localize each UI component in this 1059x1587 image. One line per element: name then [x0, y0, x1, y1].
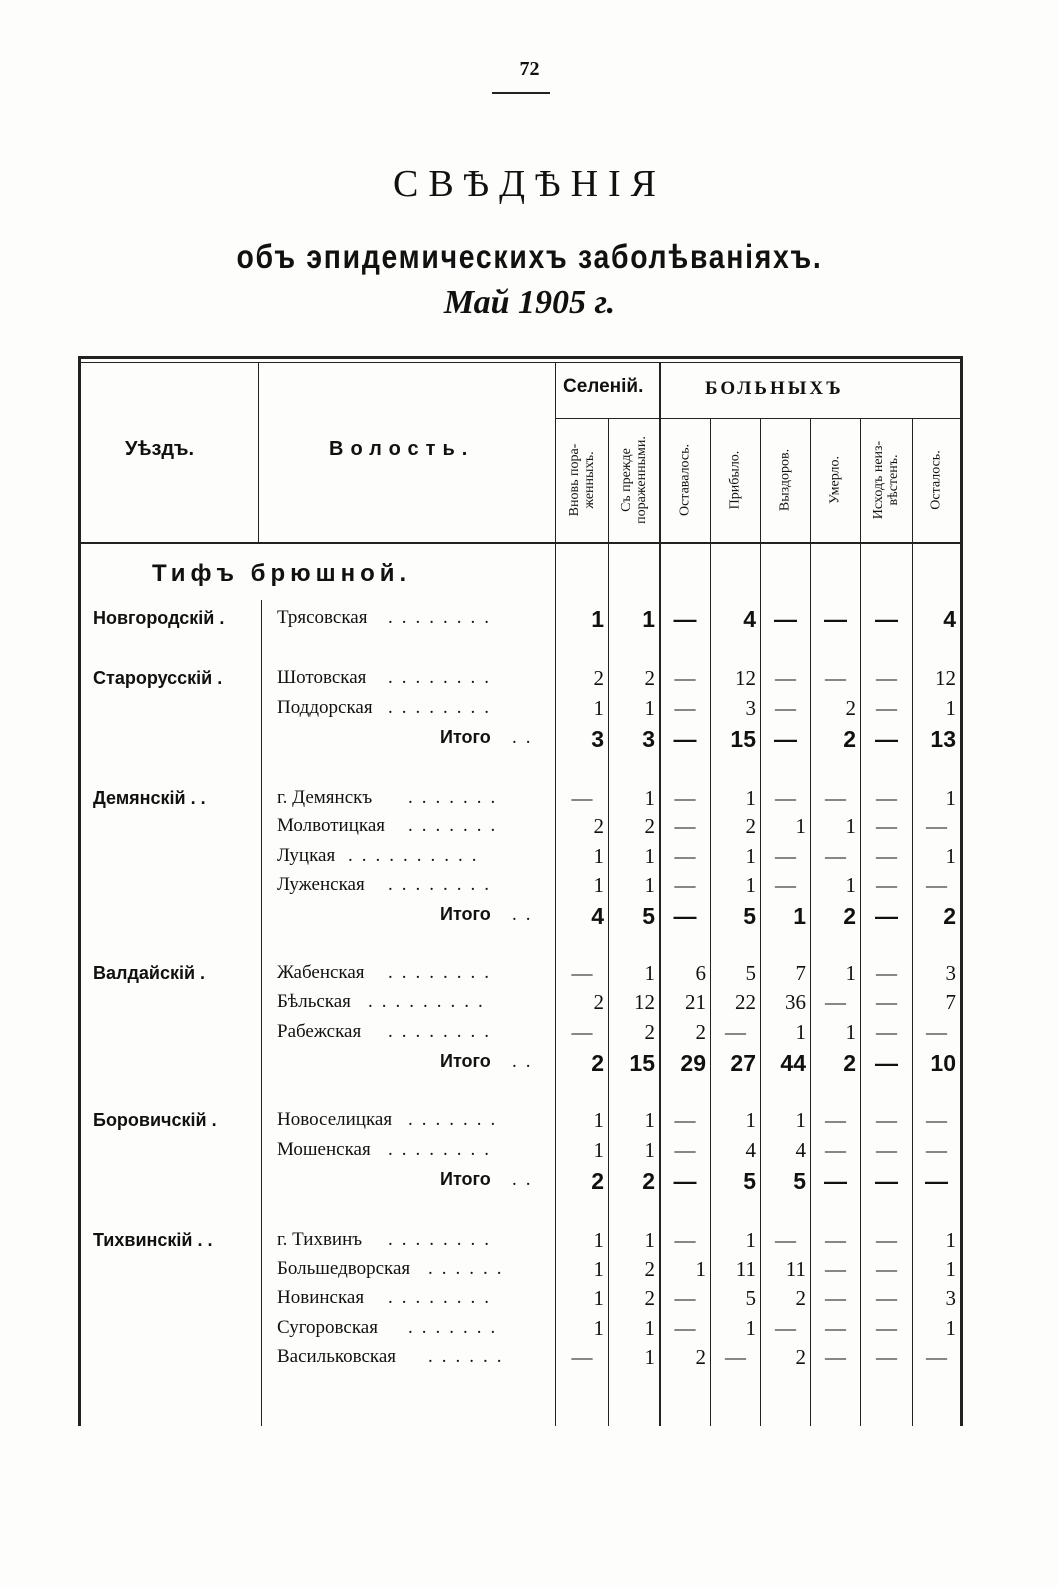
cell-value: — — [725, 1345, 746, 1369]
cell-value: — — [876, 1257, 897, 1281]
cell-value: 2 — [795, 1345, 806, 1369]
cell-value: — — [876, 1316, 897, 1340]
cell-value: — — [775, 873, 796, 897]
cell-value: — — [876, 786, 897, 810]
cell-value: 1 — [945, 786, 956, 810]
cell-value: — — [674, 696, 696, 720]
cell-value: — — [876, 990, 897, 1014]
cell-value: — — [825, 1138, 846, 1162]
volost-name: Поддорская — [277, 697, 373, 718]
cell-value: — — [674, 1108, 696, 1132]
cell-value: — — [825, 1345, 846, 1369]
page-number: 72 — [519, 58, 540, 80]
cell-value: — — [875, 606, 898, 632]
header-bottom-rule — [78, 542, 963, 544]
volost-name: Рабежская — [277, 1021, 362, 1042]
leader-dots: ........ — [388, 1021, 498, 1042]
subheader-6: Исходъ неиз- вѣстенъ. — [871, 440, 901, 520]
cell-value: — — [774, 606, 797, 632]
cell-value: — — [876, 844, 897, 868]
cell-value: 1 — [593, 1316, 604, 1340]
page-title: СВѢДѢНІЯ — [392, 163, 667, 205]
cell-value: 4 — [745, 1138, 756, 1162]
table-left-border — [78, 356, 81, 1426]
subheader-4: Выздоров. — [777, 448, 793, 512]
cell-value: 11 — [785, 1257, 806, 1281]
cell-value: — — [926, 873, 947, 897]
cell-value: 15 — [730, 726, 756, 752]
cell-value: 11 — [735, 1257, 756, 1281]
cell-value: 1 — [593, 1108, 604, 1132]
cell-value: — — [825, 1286, 846, 1310]
subheader-3: Прибыло. — [727, 450, 743, 510]
cell-value: 1 — [593, 1228, 604, 1252]
cell-value: — — [825, 990, 846, 1014]
cell-value: 44 — [780, 1050, 806, 1076]
cell-value: 1 — [745, 786, 756, 810]
cell-value: — — [875, 1168, 898, 1194]
leader-dots: ........ — [388, 962, 498, 983]
cell-value: 12 — [735, 666, 756, 690]
volost-name: г. Демянскъ — [277, 787, 373, 808]
cell-value: — — [674, 1286, 696, 1310]
cell-value: — — [673, 726, 697, 752]
uezd-name: Новгородскій . — [93, 608, 225, 628]
volost-name: Васильковская — [277, 1346, 397, 1367]
cell-value: 5 — [743, 1168, 756, 1194]
cell-value: — — [674, 1138, 696, 1162]
uezd-name: Демянскій . . — [93, 788, 206, 808]
leader-dots: .......... — [348, 845, 486, 866]
cell-value: 2 — [642, 1168, 655, 1194]
cell-value: 3 — [745, 696, 756, 720]
leader-dots: ...... — [428, 1346, 511, 1367]
leader-dots: ....... — [408, 1109, 505, 1130]
cell-value: 1 — [745, 844, 756, 868]
leader-dots: ......... — [368, 991, 492, 1012]
volost-name: Луцкая — [277, 845, 336, 866]
table-top-rule — [78, 356, 963, 359]
cell-value: 2 — [593, 990, 604, 1014]
cell-value: 3 — [642, 726, 655, 752]
cell-value: 1 — [593, 1138, 604, 1162]
cell-value: — — [876, 961, 897, 985]
leader-dots: ........ — [388, 1139, 498, 1160]
cell-value: 2 — [591, 1050, 604, 1076]
subheader-2: Оставалось. — [677, 443, 692, 517]
cell-value: 1 — [795, 1020, 806, 1044]
header-seleniy: Селеній. — [563, 376, 644, 397]
cell-value: 1 — [845, 961, 856, 985]
cell-value: 1 — [845, 814, 856, 838]
volost-name: г. Тихвинъ — [277, 1229, 363, 1250]
subheader-0: Вновь пора- женныхъ. — [566, 443, 597, 517]
cell-value: — — [876, 873, 897, 897]
cell-value: 13 — [930, 726, 956, 752]
volost-name: Бѣльская — [277, 991, 351, 1012]
cell-value: 5 — [745, 961, 756, 985]
subheader-1: Съ прежде пораженными. — [618, 436, 649, 524]
cell-value: — — [674, 666, 696, 690]
cell-value: 5 — [745, 1286, 756, 1310]
cell-value: — — [925, 1168, 948, 1194]
cell-value: — — [926, 1108, 947, 1132]
cell-value: 1 — [644, 1345, 655, 1369]
volost-name: Новоселицкая — [277, 1109, 393, 1130]
leader-dots: ........ — [388, 874, 498, 895]
cell-value: 3 — [945, 961, 956, 985]
cell-value: — — [571, 1345, 593, 1369]
col-divider-6 — [860, 418, 861, 1426]
cell-value: 10 — [930, 1050, 956, 1076]
uezd-name: Тихвинскій . . — [93, 1230, 213, 1250]
cell-value: 1 — [644, 786, 655, 810]
cell-value: 4 — [743, 606, 756, 632]
cell-value: 21 — [685, 990, 706, 1014]
cell-value: — — [825, 1228, 846, 1252]
cell-value: — — [825, 844, 846, 868]
leader-dots: ........ — [388, 697, 498, 718]
cell-value: 2 — [843, 726, 856, 752]
cell-value: — — [825, 666, 846, 690]
cell-value: 1 — [591, 606, 604, 632]
cell-value: 2 — [644, 666, 655, 690]
cell-value: 3 — [945, 1286, 956, 1310]
cell-value: 5 — [642, 903, 655, 929]
volost-name: Новинская — [277, 1287, 365, 1308]
cell-value: — — [876, 1228, 897, 1252]
cell-value: 2 — [843, 903, 856, 929]
cell-value: 2 — [745, 814, 756, 838]
header-bolnykh: БОЛЬНЫХЪ — [705, 378, 844, 399]
col-divider-volost — [555, 362, 556, 1426]
cell-value: 1 — [644, 844, 655, 868]
cell-value: — — [725, 1020, 746, 1044]
cell-value: 2 — [644, 1286, 655, 1310]
cell-value: 1 — [795, 1108, 806, 1132]
leader-dots: ....... — [408, 1317, 505, 1338]
cell-value: 15 — [629, 1050, 655, 1076]
header-uezd: Уѣздъ. — [125, 438, 195, 460]
col-divider-1 — [608, 418, 609, 1426]
cell-value: 2 — [845, 696, 856, 720]
cell-value: 1 — [793, 903, 806, 929]
leader-dots: ...... — [428, 1258, 511, 1279]
cell-value: 2 — [795, 1286, 806, 1310]
cell-value: — — [825, 1257, 846, 1281]
cell-value: 2 — [843, 1050, 856, 1076]
cell-value: 1 — [644, 696, 655, 720]
uezd-name: Старорусскій . — [93, 668, 223, 688]
cell-value: 2 — [593, 666, 604, 690]
cell-value: — — [876, 1345, 897, 1369]
uezd-name: Боровичскій . — [93, 1110, 217, 1130]
cell-value: 1 — [945, 1257, 956, 1281]
cell-value: 3 — [591, 726, 604, 752]
cell-value: 1 — [945, 696, 956, 720]
total-label: Итого — [440, 727, 491, 747]
cell-value: 5 — [743, 903, 756, 929]
cell-value: 5 — [793, 1168, 806, 1194]
cell-value: — — [926, 1345, 947, 1369]
cell-value: — — [673, 606, 697, 632]
cell-value: — — [673, 1168, 697, 1194]
cell-value: — — [674, 844, 696, 868]
cell-value: 2 — [593, 814, 604, 838]
cell-value: — — [875, 903, 898, 929]
cell-value: — — [876, 814, 897, 838]
cell-value: — — [824, 606, 847, 632]
cell-value: 2 — [943, 903, 956, 929]
volost-name: Жабенская — [277, 962, 365, 983]
cell-value: — — [674, 1228, 696, 1252]
volost-name: Трясовская — [277, 607, 368, 628]
cell-value: 1 — [644, 961, 655, 985]
leader-dots: ........ — [388, 1229, 498, 1250]
cell-value: 2 — [644, 1020, 655, 1044]
cell-value: 1 — [642, 606, 655, 632]
cell-value: 12 — [634, 990, 655, 1014]
cell-value: 1 — [593, 696, 604, 720]
cell-value: 27 — [730, 1050, 756, 1076]
cell-value: 1 — [945, 1228, 956, 1252]
cell-value: — — [876, 1286, 897, 1310]
cell-value: — — [674, 873, 696, 897]
cell-value: 1 — [644, 873, 655, 897]
cell-value: 7 — [945, 990, 956, 1014]
total-label: Итого — [440, 1169, 491, 1189]
cell-value: — — [876, 1138, 897, 1162]
subheader-5: Умерло. — [827, 455, 843, 505]
header-volost: Волость. — [329, 438, 475, 460]
uezd-name: Валдайскій . — [93, 963, 206, 983]
leader-dots: ....... — [408, 787, 505, 808]
cell-value: — — [673, 903, 697, 929]
leader-dots: .. — [512, 904, 540, 925]
cell-value: 1 — [845, 873, 856, 897]
report-period: Май 1905 г. — [443, 284, 616, 321]
cell-value: — — [926, 1020, 947, 1044]
total-label: Итого — [440, 1051, 491, 1071]
cell-value: — — [876, 666, 897, 690]
cell-value: 1 — [745, 1316, 756, 1340]
table-top-rule-2 — [78, 362, 963, 363]
cell-value: 1 — [845, 1020, 856, 1044]
volost-name: Большедворская — [277, 1258, 411, 1279]
group-header-rule — [555, 418, 960, 419]
cell-value: 1 — [795, 814, 806, 838]
cell-value: — — [926, 814, 947, 838]
cell-value: 4 — [795, 1138, 806, 1162]
cell-value: — — [774, 726, 797, 752]
cell-value: 1 — [644, 1108, 655, 1132]
cell-value: 1 — [593, 873, 604, 897]
table-right-border — [960, 356, 963, 1426]
cell-value: 2 — [591, 1168, 604, 1194]
cell-value: — — [824, 1168, 847, 1194]
col-divider-uezd-body — [261, 600, 262, 1426]
cell-value: 4 — [943, 606, 956, 632]
cell-value: 1 — [593, 844, 604, 868]
cell-value: — — [775, 1228, 796, 1252]
cell-value: — — [571, 961, 593, 985]
cell-value: — — [876, 1020, 897, 1044]
cell-value: — — [875, 726, 898, 752]
cell-value: 7 — [795, 961, 806, 985]
cell-value: 1 — [945, 844, 956, 868]
cell-value: 1 — [593, 1257, 604, 1281]
cell-value: 1 — [644, 1228, 655, 1252]
cell-value: 36 — [785, 990, 806, 1014]
cell-value: — — [775, 1316, 796, 1340]
cell-value: 1 — [593, 1286, 604, 1310]
cell-value: 29 — [680, 1050, 706, 1076]
cell-value: — — [571, 1020, 593, 1044]
cell-value: 1 — [695, 1257, 706, 1281]
cell-value: 1 — [745, 873, 756, 897]
leader-dots: .. — [512, 1169, 540, 1190]
cell-value: — — [775, 786, 796, 810]
cell-value: — — [674, 814, 696, 838]
total-label: Итого — [440, 904, 491, 924]
cell-value: — — [825, 1108, 846, 1132]
volost-name: Мошенская — [277, 1139, 371, 1160]
subheader-7: Осталось. — [928, 450, 944, 510]
cell-value: — — [825, 1316, 846, 1340]
leader-dots: ....... — [408, 815, 505, 836]
cell-value: 6 — [695, 961, 706, 985]
cell-value: — — [775, 696, 796, 720]
cell-value: 1 — [644, 1316, 655, 1340]
cell-value: — — [674, 786, 696, 810]
col-divider-uezd — [258, 362, 259, 542]
cell-value: 12 — [935, 666, 956, 690]
cell-value: 1 — [644, 1138, 655, 1162]
section-title: Тифъ брюшной. — [152, 560, 412, 587]
cell-value: — — [876, 696, 897, 720]
cell-value: 2 — [644, 814, 655, 838]
volost-name: Молвотицкая — [277, 815, 385, 836]
cell-value: — — [775, 844, 796, 868]
page-subtitle: объ эпидемическихъ заболѣваніяхъ. — [236, 238, 823, 275]
cell-value: 1 — [745, 1228, 756, 1252]
leader-dots: ........ — [388, 607, 498, 628]
cell-value: — — [674, 1316, 696, 1340]
leader-dots: .. — [512, 727, 540, 748]
cell-value: 2 — [644, 1257, 655, 1281]
cell-value: 2 — [695, 1345, 706, 1369]
leader-dots: .. — [512, 1051, 540, 1072]
volost-name: Шотовская — [277, 667, 367, 688]
cell-value: — — [775, 666, 796, 690]
cell-value: 1 — [745, 1108, 756, 1132]
cell-value: 4 — [591, 903, 604, 929]
cell-value: 2 — [695, 1020, 706, 1044]
volost-name: Сугоровская — [277, 1317, 378, 1338]
cell-value: — — [825, 786, 846, 810]
cell-value: — — [571, 786, 593, 810]
leader-dots: ........ — [388, 667, 498, 688]
cell-value: — — [875, 1050, 898, 1076]
cell-value: 22 — [735, 990, 756, 1014]
leader-dots: ........ — [388, 1287, 498, 1308]
cell-value: — — [926, 1138, 947, 1162]
volost-name: Луженская — [277, 874, 365, 895]
cell-value: — — [876, 1108, 897, 1132]
cell-value: 1 — [945, 1316, 956, 1340]
